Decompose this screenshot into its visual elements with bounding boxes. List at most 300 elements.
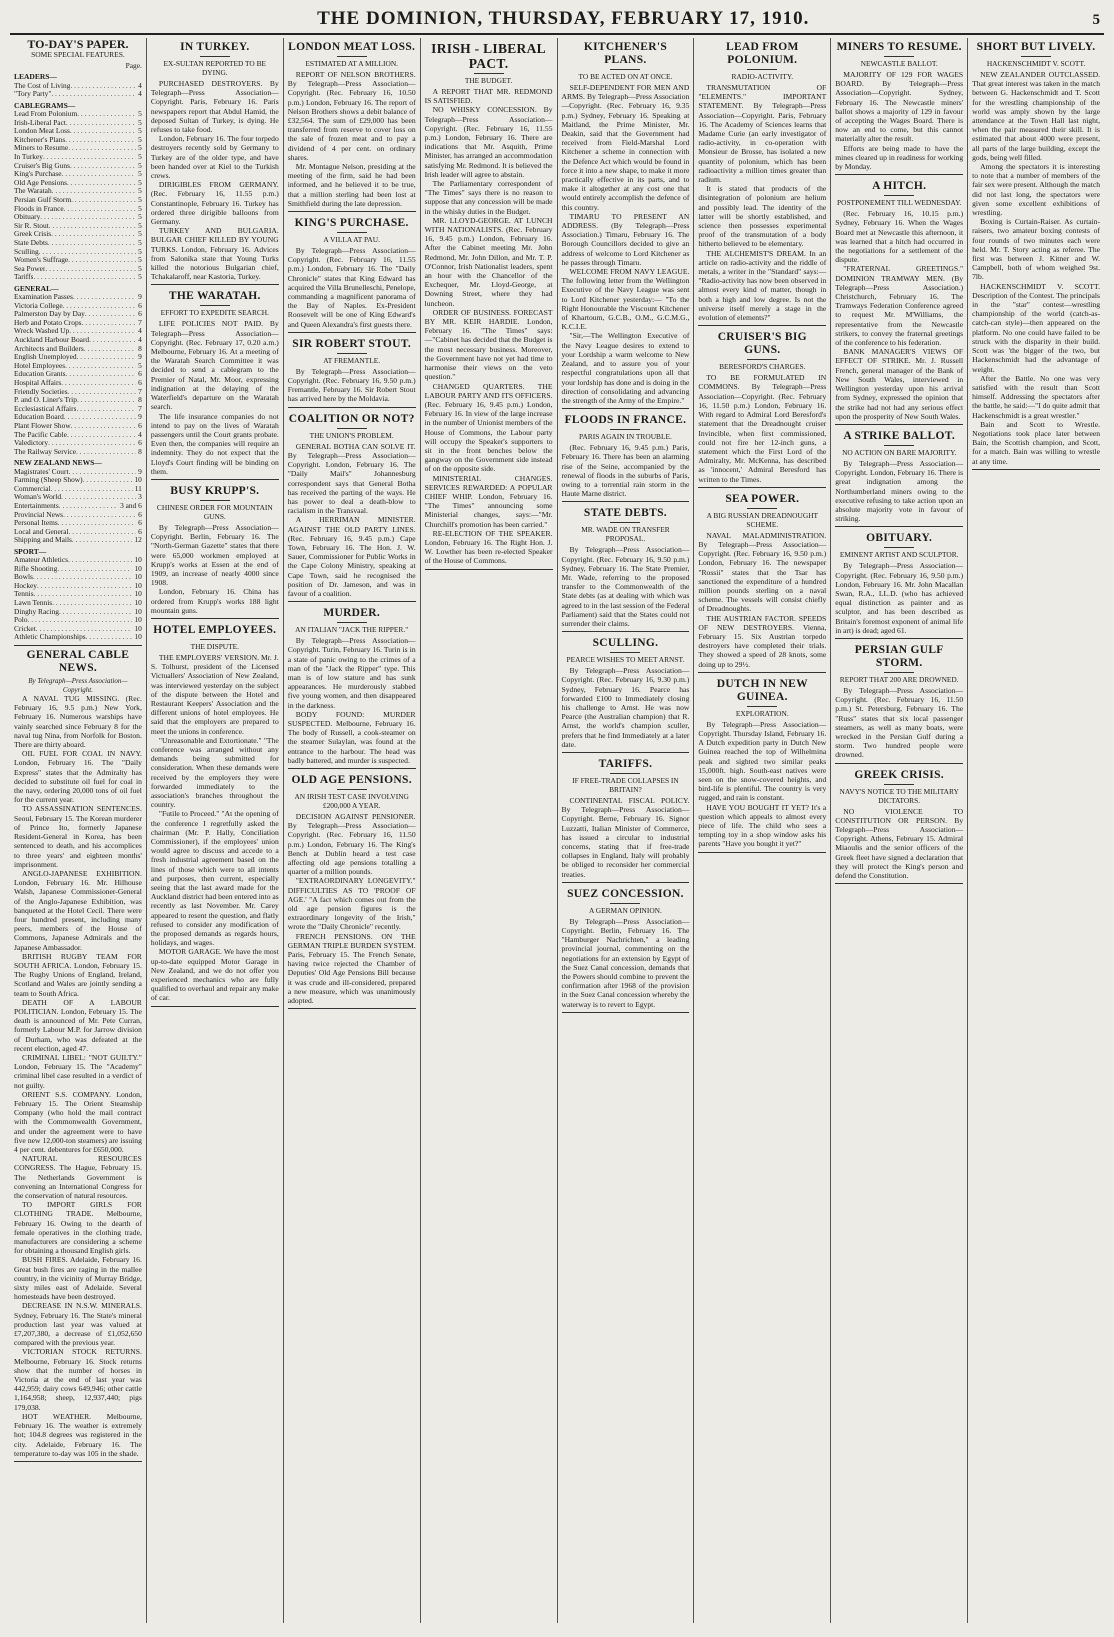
article (288, 41, 416, 212)
article (835, 532, 963, 639)
article-paragraph: BUSH FIRES. Adelaide, February 16. Great bush fires are raging in the mallee country, in the vicinity of Murray Bridge, sixty miles east of Adelaide. Several homesteads have been destroyed. (14, 1255, 142, 1302)
index-list (14, 72, 142, 642)
index-subtitle: SOME SPECIAL FEATURES. (31, 50, 125, 60)
index-row-dots (33, 273, 136, 282)
index-row (14, 187, 142, 196)
index-row (14, 265, 142, 274)
index-row-label: Irish-Liberal Pact (14, 118, 66, 127)
article-divider (14, 1461, 142, 1462)
index-row-dots (68, 144, 136, 153)
index-row-label: Wreck Washed Up (14, 327, 70, 336)
article-subheading: MR. WADE ON TRANSFER PROPOSAL. (581, 525, 670, 544)
index-row (14, 468, 142, 477)
article-paragraph: BANK MANAGER'S VIEWS OF EFFECT OF STRIKE. Mr. J. Russell French, general manager of the Bank of New South Wales, interviewed in Wellington yesterday upon his arrival from Sydney, expressed the opinion that the strike had not had any serious effect upon the prosperity of New South Wales. (835, 347, 964, 421)
index-row (14, 222, 142, 231)
article (151, 624, 279, 1007)
index-row-page: 10 (134, 615, 142, 625)
article-paragraph: OIL FUEL FOR COAL IN NAVY. London, February 16. The "Daily Express" states that the Admiralty has decided to substitute oil fuel for coal in the navy, ordering 20,000 tons of oil fuel for the current year. (14, 749, 142, 805)
article-paragraph: NEW ZEALANDER OUTCLASSED. That great interest was taken in the match between G. Hackenschmidt and T. Scott for the wrestling championship of the world was amply shown by the large attendance at the Town Hall last night, when the pair measured their skill. It is estimated that about 4000 were present, all parts of the large building, except the gods, being well filled. (972, 70, 1100, 162)
article-paragraph: A REPORT THAT MR. REDMOND IS SATISFIED. (424, 87, 553, 106)
index-row-label: State Debts (14, 238, 48, 247)
article-paragraph: After the Battle. No one was very satisfied with the result than Scott himself. Addressing the spectators after the battle, he said:—"I do quite admit that Hackenschmidt is a great wrestler." (972, 373, 1100, 420)
index-row-page: 4 (138, 335, 142, 345)
index-row-page: 10 (134, 632, 142, 642)
index-row-dots (61, 379, 136, 388)
index-row (14, 310, 142, 319)
index-row-page: 5 (138, 169, 142, 179)
index-row-label: Hockey (14, 581, 37, 590)
article-paragraph: By Telegraph—Press Association—Copyright. Berlin, February 16. The "Hamburger Nachrichten," a leading provincial journal, commenting on the negotiations for an extension by Egypt of the Suez Canal concession, demands that the Powers should combine to prevent the confirmation after 1968 of the provision in the Suez Canal concession whereby the waterway is to revert to Egypt. (561, 916, 690, 1009)
index-page-header: Page. (125, 61, 142, 71)
article-paragraph: REPORT OF NELSON BROTHERS. By Telegraph—Press Association—Copyright. (Rec. February 16, 10.50 p.m.) London, February 16. The report of Nelson Brothers shows a debit balance of £32,564. The sum of £29,000 has been transferred from reserve to cover loss on the sale of frozen meat and to pay a dividend of 4 per cent. on ordinary shares. (287, 70, 416, 162)
article-paragraph: The life insurance companies do not intend to pay on the lives of Waratah passengers until the Court grants probate. Even then, the companies will require an indemnity. They do not expect that the Lloyd's Court finding will be binding on them. (150, 411, 279, 476)
index-row-page: 10 (134, 623, 142, 633)
index-row (14, 633, 142, 642)
masthead (10, 6, 1104, 35)
index-row-label: Auckland Harbour Board (14, 336, 90, 345)
article-subheading: THE BUDGET. (464, 76, 513, 85)
index-row-page: 9 (138, 352, 142, 362)
index-row-page: 7 (138, 386, 142, 396)
index-row-page: 6 (138, 300, 142, 310)
index-row-dots (76, 405, 136, 414)
index-row (14, 573, 142, 582)
index-row-label: Entertainments (14, 501, 59, 510)
index-row-page: 5 (138, 263, 142, 273)
article-headline: MINERS TO RESUME. (836, 41, 962, 53)
article-headline: BUSY KRUPP'S. (170, 484, 260, 497)
index-row-dots (66, 370, 137, 379)
index-row-dots (48, 439, 136, 448)
index-row-dots (36, 625, 133, 634)
index-row-label: Ecclesiastical Affairs (14, 404, 77, 413)
article-paragraph: "FRATERNAL GREETINGS." DOMINION TRAMWAY MEN. (By Telegraph—Press Association.) Christchurch, February 16. The Tramways Federation Conference agreed to request Mr. M'Williams, the representative from the Newcastle strikers, to convey the fraternal greetings of the conference to his federation. (835, 264, 964, 348)
index-row-dots (67, 431, 136, 440)
index-row-dots (63, 511, 136, 520)
index-row-page: 7 (138, 403, 142, 413)
article (288, 217, 416, 333)
article-divider (835, 763, 963, 764)
article-subheading: NO ACTION ON BARE MAJORITY. (842, 447, 957, 457)
masthead-title: THE DOMINION, THURSDAY, FEBRUARY 17, 1910. (317, 8, 810, 29)
index-row-dots (69, 528, 137, 537)
article-paragraph: ANGLO-JAPANESE EXHIBITION. London, February 16. Mr. Hilhouse Walsh, Japanese Commissioner-General of the Anglo-Japanese Exhibition, was banqueted at the Hotel Cecil. There were four hundred present, including many peers, members of the House of Commons, Japanese Admirals and the Japanese Ambassador. (14, 868, 142, 952)
index-row-dots (48, 239, 136, 248)
article-subheading: A BIG RUSSIAN DREADNOUGHT SCHEME. (706, 510, 819, 529)
column-2 (146, 38, 283, 1623)
index-row (14, 362, 142, 371)
index-row (14, 213, 142, 222)
index-row (14, 239, 142, 248)
article-paragraph: It is stated that products of the disintegration of polonium are helium and possibly lead. The identity of the latter will be shortly established, and science then possesses experimental proof of the transmutation of a body hitherto believed to be elementary. (698, 184, 827, 249)
index-row-dots (39, 248, 137, 257)
index-row-page: 4 (138, 429, 142, 439)
article-paragraph: By Telegraph—Press Association—Copyright. Berlin, February 16. The "North-German Gazette" states that there were 65,000 workmen employed at Krupp's works at Essen at the end of 1909, an increase of nearly 4000 since 1908. (150, 522, 279, 588)
index-row-label: "Tory Party" (14, 90, 52, 99)
index-row-label: Architects and Builders (14, 344, 84, 353)
index-row (14, 448, 142, 457)
article (562, 758, 690, 883)
article (151, 41, 279, 285)
index-row-page: 4 (138, 89, 142, 99)
index-row-label: Hospital Affairs (14, 379, 62, 388)
article-divider (151, 284, 279, 285)
index-row-page: 11 (134, 483, 142, 493)
article-divider (562, 408, 690, 409)
headline-rule (610, 652, 640, 653)
index-row-label: English Unemployed (14, 353, 77, 362)
index-row-label: King's Purchase (14, 170, 62, 179)
index-row-label: Dinghy Racing (14, 607, 59, 616)
article-divider (835, 883, 963, 884)
article-paragraph: By Telegraph—Press Association—Copyright. London, February 16. There is great indignation among the Northumberland miners owing to the executive refusing to take action upon an absolute majority vote in favour of striking. (835, 458, 964, 524)
index-section-title: LEADERS— (14, 72, 57, 82)
index-row (14, 590, 142, 599)
article-headline: FLOODS IN FRANCE. (564, 414, 687, 427)
index-row (14, 119, 142, 128)
index-row-page: 5 (138, 143, 142, 153)
column-6 (693, 38, 830, 1623)
index-row (14, 476, 142, 485)
article (562, 414, 690, 502)
index-row-dots (59, 502, 118, 511)
article-headline: A STRIKE BALLOT. (843, 429, 955, 442)
index-row-page: 7 (138, 317, 142, 327)
index-row (14, 431, 142, 440)
index-row (14, 205, 142, 214)
index-row (14, 336, 142, 345)
index-row (14, 345, 142, 354)
article-headline: A HITCH. (872, 180, 927, 193)
index-row-page: 10 (134, 475, 142, 485)
index-row-label: Tennis (14, 590, 34, 599)
article-divider (835, 424, 963, 425)
index-row-page: 12 (134, 535, 142, 545)
index-row-label: Obituary (14, 213, 41, 222)
index-row (14, 370, 142, 379)
index-row-dots (52, 599, 132, 608)
article-paragraph: THE ALCHEMIST'S DREAM. In an article on radio-activity and the riddle of metals, a writer in the "Standard" says:— "Radio-activity has now been observed in almost every kind of matter, though in both a high and low degree. Is not the universe itself merely a stage in the evolution of elements?" (698, 248, 827, 323)
article-headline: PERSIAN GULF STORM. (854, 643, 944, 669)
headline-rule (747, 359, 777, 360)
index-row-page: 5 (138, 109, 142, 118)
index-section-title: CABLEGRAMS— (14, 100, 76, 110)
article-paragraph: By Telegraph—Press Association—Copyright. (Rec. February 16, 9.50 p.m.) Sydney, February 16. The State Premier, Mr. Wade, referring to the proposed transfer to the Commonwealth of the State debts (as at dealing with which was agreed to in the last session of the Federal Parliament) said that the States could not surrender their claims. (561, 545, 690, 628)
article-paragraph: DECREASE IN N.S.W. MINERALS. Sydney, February 16. The State's mineral production last year was valued at £7,207,380, a decrease of £1,052,650 compared with the previous year. (14, 1301, 142, 1348)
index-row-dots (86, 633, 133, 642)
index-row-page: 6 (138, 309, 142, 319)
article-paragraph: (Rec. February 16, 10.15 p.m.) Sydney, February 16. When the Wages Board met at Newcastle this afternoon, it was learned that a hitch had occurred in the negotiations for a settlement of the dispute. (835, 209, 964, 265)
article-headline: GREEK CRISIS. (854, 768, 944, 781)
article-paragraph: THE AUSTRIAN FACTOR. SPEEDS OF NEW DESTROYERS. Vienna, February 15. Six Austrian torpedo destroyers have completed their trials. They showed a speed of 28 knots, some doing up to 29½. (698, 613, 827, 669)
index-row-page: 5 (138, 117, 142, 127)
index-row-label: Floods in France (14, 204, 64, 213)
column-5 (557, 38, 694, 1623)
index-row-label: P. and O. Liner's Trip (14, 396, 77, 405)
index-row-dots (68, 256, 136, 265)
index-row-label: Bowls (14, 573, 33, 582)
article-headline: COALITION OR NOT? (288, 412, 415, 425)
article (151, 290, 279, 479)
index-row-page: 5 (138, 272, 142, 282)
index-row (14, 196, 142, 205)
index-row (14, 256, 142, 265)
headline-rule (200, 305, 230, 306)
article (151, 485, 279, 619)
article (288, 413, 416, 602)
article (698, 41, 826, 326)
index-row-label: Women's Suffrage (14, 256, 69, 265)
article (698, 493, 826, 673)
index-row-label: Kitchener's Plans (14, 135, 66, 144)
index-row-label: Friendly Societies (14, 387, 68, 396)
index-row-label: Rifle Shooting (14, 564, 58, 573)
index-row-label: Herb and Potato Crops (14, 318, 82, 327)
index-row (14, 519, 142, 528)
article-paragraph: DECISION AGAINST PENSIONER. By Telegraph—Press Association—Copyright. (Rec. February 16, 11.50 p.m.) London, February 16. The King's Bench at Dublin heard a test case affecting old age pensions totalling a quarter of a million pounds. (287, 811, 416, 877)
headline-rule (884, 195, 914, 196)
article (288, 774, 416, 1009)
article-paragraph: MAJORITY OF 129 FOR WAGES BOARD. By Telegraph—Press Association—Copyright. Sydney, February 16. The Newcastle miners' ballot shows a majority of 129 in favour of accepting the Wages Board. There is now an end to come, but this cannot materially alter the result. (835, 70, 964, 144)
index-row-page: 5 (138, 194, 142, 204)
index-row-label: Miners to Resume (14, 144, 69, 153)
index-row-page: 4 (138, 80, 142, 90)
index-row-dots (65, 136, 136, 145)
headline-rule (474, 73, 504, 74)
index-row-dots (59, 608, 133, 617)
index-row (14, 353, 142, 362)
index-row-dots (73, 293, 136, 302)
article-headline: KITCHENER'S PLANS. (583, 41, 668, 66)
index-row-dots (37, 582, 133, 591)
index-row-label: Lead From Polonium (14, 110, 78, 118)
headline-rule (337, 56, 367, 57)
article-headline: MURDER. (323, 607, 381, 620)
article-subheading: REPORT THAT 200 ARE DROWNED. (839, 674, 959, 684)
index-row-dots (51, 230, 136, 239)
article-divider (151, 479, 279, 480)
article-paragraph: By Telegraph—Press Association—Copyright. Thursday Island, February 16. A Dutch expedition party in Dutch New Guinea reached the top of Wilhelmina peak and sighted two similar peaks 15,000ft. high. South-east natives were seen on the snow-covered heights, and bird-life is plentiful. The country is very rugged, and rain is constant. (698, 719, 827, 803)
index-row-dots (68, 388, 137, 397)
article-subheading: NEWCASTLE BALLOT. (860, 59, 938, 68)
article-subheading: THE DISPUTE. (190, 641, 240, 651)
article-paragraph: A HERRIMAN MINISTER. AGAINST THE OLD PARTY LINES. (Rec. February 16, 9.45 p.m.) Cape Town, February 16. The Hon. J. W. Sauer, Commissioner for Public Works in the Cape Colony Ministry, speaking at Cape Town, said he recognised the position of Dr. Jameson, and was in favour of a coalition. (287, 515, 416, 598)
article-paragraph: CHANGED QUARTERS. THE LABOUR PARTY AND ITS OFFICERS. (Rec. February 16, 9.45 p.m.) London, February 16. In view of the large increase in the number of Unionist members of the House of Commons, the Labour party will occupy the Speaker's supporters to sit in the front benches below the gangway on the Government side instead of on the opposite side. (424, 381, 553, 474)
headline-rule (610, 903, 640, 904)
article (562, 41, 690, 409)
article-headline: SEA POWER. (725, 492, 800, 505)
index-row (14, 485, 142, 494)
index-row-dots (82, 319, 137, 328)
index-row-dots (67, 179, 136, 188)
article-divider (972, 469, 1100, 470)
index-row-page: 5 (138, 203, 142, 213)
article-divider (288, 332, 416, 333)
columns (10, 38, 1104, 1623)
article-paragraph: MOTOR GARAGE. We have the most up-to-date equipped Motor Garage in New Zealand, and we do not offer you experienced mechanics who are fully qualified to overhaul and repair any make of car. (150, 947, 279, 1003)
headline-rule (610, 429, 640, 430)
article-paragraph: PURCHASED DESTROYERS. By Telegraph—Press Association—Copyright. Paris, February 16. Paris newspapers report that Abdul Hamid, the deposed Sultan of Turkey, is dying. He refuses to take food. (150, 79, 279, 135)
index-row (14, 405, 142, 414)
index-row (14, 327, 142, 336)
index-row-dots (89, 336, 136, 345)
headline-rule (884, 672, 914, 673)
index-row-dots (64, 413, 136, 422)
index-row-page: 5 (138, 151, 142, 161)
article-headline: STATE DEBTS. (583, 507, 667, 520)
index-row-dots (58, 519, 136, 528)
index-row (14, 511, 142, 520)
index-row-dots (43, 153, 136, 162)
article-paragraph: NO VIOLENCE TO CONSTITUTION OR PERSON. By Telegraph—Press Association—Copyright. Athens, February 15. Admiral Miaoulis and the senior officers of the Greek fleet have signed a declaration that they will protect the King's person and defend the Constitution. (835, 806, 964, 880)
article-divider (698, 487, 826, 488)
index-row (14, 136, 142, 145)
index-row-page: 10 (134, 563, 142, 573)
article-headline: THE WARATAH. (168, 290, 261, 303)
article-subheading: EXPLORATION. (735, 708, 789, 718)
article-divider (698, 672, 826, 673)
article-headline: OBITUARY. (866, 532, 933, 545)
index-row (14, 179, 142, 188)
article-subheading: CHINESE ORDER FOR MOUNTAIN GUNS. (156, 502, 273, 521)
article-paragraph: TO IMPORT GIRLS FOR CLOTHING TRADE. Melbourne, February 16. Owing to the dearth of female operatives in the clothing trade, manufacturers are considering a scheme for obtaining a thousand English girls. (14, 1200, 142, 1256)
article-paragraph: Boxing is Curtain-Raiser. As curtain-raisers, two amateur boxing contests of four rounds of two minutes each were held. Mr. T. Story acting as referee. The first was between J. Kitner and W. Campbell, both of whom weighed 9st. 7lb. (972, 217, 1100, 282)
index-row-page: 9 (138, 466, 142, 476)
article-subheading: AN IRISH TEST CASE INVOLVING £200,000 A YEAR. (294, 791, 409, 810)
index-row (14, 556, 142, 565)
index-row-page: 10 (134, 555, 142, 565)
index-row-dots (45, 265, 136, 274)
headline-rule (884, 56, 914, 57)
index-row-dots (77, 396, 136, 405)
article-divider (562, 501, 690, 502)
index-row (14, 439, 142, 448)
headline-rule (747, 706, 777, 707)
article-subheading: HACKENSCHMIDT V. SCOTT. (986, 59, 1086, 68)
index-row (14, 388, 142, 397)
article-paragraph: CONTINENTAL FISCAL POLICY. By Telegraph—Press Association—Copyright. Berne, February 16. Signor Luzzatti, Italian Minister of Commerce, has issued a circular to industrial concerns, stating that if free-trade collapses in England, Italy will probably be obliged to reconsider her commercial treaties. (561, 795, 690, 879)
article-headline: GENERAL CABLE NEWS. (26, 649, 130, 675)
index-row-dots (51, 485, 133, 494)
index-row-label: Shipping and Mails (14, 536, 72, 545)
article-paragraph: THE EMPLOYERS' VERSION. Mr. J. S. Tolhurst, president of the Licensed Victuallers' Association of New Zealand, was interviewed yesterday on the subject of the dispute between the Hotel and Restaurant Keepers' Association and the different unions of hotel employees. He said that the employers are prepared to meet the unions in conference. (150, 652, 279, 736)
article-paragraph: SELF-DEPENDENT FOR MEN AND ARMS. By Telegraph—Press Association—Copyright. (Rec. February 16, 9.35 p.m.) Sydney, February 16. Speaking at Maitland, the Prime Minister, Mr. Deakin, said that the Government had received from Field-Marshal Lord Kitchener a scheme in connection with the Defence Act which would be found in force it into a new shape, to make it more practically effective in its parts, and to make it altogether at any cost one that would entirely accomplish the defence of this country. (561, 83, 690, 212)
index-row-label: The Waratah (14, 187, 52, 196)
article-headline: SCULLING. (592, 637, 659, 650)
article-headline: IN TURKEY. (180, 41, 250, 53)
headline-rule (337, 232, 367, 233)
article-paragraph: NAVAL MALADMINISTRATION. By Telegraph—Press Association—Copyright. (Rec. February 16, 9.50 p.m.) London, February 16. The newspaper "Rossii" states that the Tsar has sanctioned the expenditure of a hundred million pounds sterling on a naval scheme. The vessels will consist chiefly of Dreadnoughts. (698, 530, 827, 614)
article-divider (562, 752, 690, 753)
todays-paper-index (14, 40, 142, 642)
index-row-dots (69, 468, 137, 477)
index-title: TO-DAY'S PAPER. (27, 38, 129, 51)
index-row (14, 273, 142, 282)
index-row-label: Commercial (14, 484, 51, 493)
index-row (14, 293, 142, 302)
article-headline: KING'S PURCHASE. (294, 217, 409, 230)
article (835, 41, 963, 175)
index-row-label: Education Board (14, 413, 64, 422)
index-row-dots (34, 590, 133, 599)
article-subheading: RADIO-ACTIVITY. (731, 72, 794, 81)
article-paragraph: DIRIGIBLES FROM GERMANY. (Rec. February 16, 11.55 p.m.) Constantinople, February 16. Turkey has ordered three dirigible balloons from Germany. (150, 180, 279, 227)
index-section-title: SPORT— (14, 546, 47, 556)
article-divider (288, 407, 416, 408)
index-row-label: Palmerston Day by Day (14, 310, 85, 319)
column-4 (420, 38, 557, 1623)
headline-rule (747, 508, 777, 509)
article-divider (835, 174, 963, 175)
index-row-dots (77, 353, 137, 362)
index-row-page: 6 (138, 369, 142, 379)
index-row-label: Plant Flower Show (14, 421, 71, 430)
article-paragraph: Mr. Montague Nelson, presiding at the meeting of the firm, said he had been informed, and he believed it to be true, that a million sterling had been lost at Smithfield during the late depression. (287, 162, 416, 208)
article (562, 888, 690, 1013)
article-paragraph: London, February 16. China has ordered from Krupp's works 188 light mountain guns. (150, 587, 279, 615)
index-row (14, 144, 142, 153)
column-1-articles (14, 649, 142, 1462)
index-section-title: NEW ZEALAND NEWS— (14, 458, 102, 468)
index-row-dots (77, 110, 136, 119)
article-paragraph: TRANSMUTATION OF "ELEMENTS." IMPORTANT STATEMENT. By Telegraph—Press Association—Copyright. Paris, February 16. The Academy of Sciences learns that Madame Curie (an early investigator of radio-activity, in co-operation with Monsieur de Brosse, has isolated a new quantity of polonium, which has been radioactivity a million times greater than radium. (698, 83, 827, 185)
article-paragraph: By Telegraph—Press Association—Copyright. (Rec. February 16, 11.55 p.m.) London, February 16. The "Daily Chronicle" states that King Edward has acquired the Villa Brunelleschi, Penelope, commanding a magnificent panorama of the Bay of Naples. Ex-President Roosevelt will be one of King Edward's and Queen Alexandra's first guests there. (287, 246, 416, 329)
article-subheading: A VILLA AT PAU. (323, 235, 380, 245)
index-row-page: 5 (138, 220, 142, 230)
index-row-page: 5 (138, 134, 142, 144)
headline-rule (337, 622, 367, 623)
index-row-label: Magistrates' Court (14, 467, 69, 476)
article-paragraph: The Parliamentary correspondent of "The Times" says there is no reason to suppose that any concession will be made in the whisky duties in the Budget. (424, 179, 553, 216)
index-row (14, 230, 142, 239)
index-row-dots (85, 310, 136, 319)
headline-rule (884, 784, 914, 785)
index-row-page: 4 (138, 326, 142, 336)
index-row-page: 5 (138, 126, 142, 136)
article (835, 644, 963, 764)
article (288, 607, 416, 769)
headline-rule (200, 500, 230, 501)
article-headline: LONDON MEAT LOSS. (288, 41, 416, 53)
article-paragraph: Bain and Scott to Wrestle. Negotiations took place later between Bain, the Scottish champion, and Scott, for a match. Bain was willing to wrestle at any time. (972, 419, 1100, 466)
headline-rule (884, 547, 914, 548)
index-row-page: 6 (138, 518, 142, 528)
index-row (14, 153, 142, 162)
index-section-title: GENERAL— (14, 283, 59, 293)
article (425, 41, 553, 570)
article-subheading: AT FREMANTLE. (323, 355, 381, 365)
article-paragraph: NO WHISKY CONCESSION. By Telegraph—Press Association—Copyright. (Rec. February 16, 11.55 p.m.) London, February 16. There are indications that Mr. Asquith, Prime Minister, has arranged an accommodation satisfying Mr. Redmond. It is believed the Irish leader will agree to abstain. (424, 105, 553, 179)
index-row-dots (70, 127, 136, 136)
index-row-label: London Meat Loss (14, 127, 70, 136)
headline-rule (337, 428, 367, 429)
index-row (14, 502, 142, 511)
index-row (14, 396, 142, 405)
article-divider (562, 1012, 690, 1013)
index-row (14, 170, 142, 179)
index-row (14, 248, 142, 257)
article-subheading: A GERMAN OPINION. (588, 905, 662, 915)
article-paragraph: BRITISH RUGBY TEAM FOR SOUTH AFRICA. London, February 15. The Rugby Unions of England, Ireland, Scotland and Wales are jointly sending a team to South Africa. (14, 951, 142, 998)
headline-rule (884, 445, 914, 446)
article-paragraph: MR. LLOYD-GEORGE. AT LUNCH WITH NATIONALISTS. (Rec. February 16, 9.45 p.m.) London, February 16. After the Cabinet meeting Mr. John Redmond, Mr. John Dillon, and Mr. T. P. O'Connor, Irish Nationalist leaders, spent an hour with the Chancellor of the Exchequer, Mr. Lloyd-George, at Downing Street, where they had luncheon. (424, 215, 553, 308)
article-subheading: AN ITALIAN "JACK THE RIPPER." (295, 625, 409, 635)
index-row (14, 379, 142, 388)
article (562, 637, 690, 753)
column-1 (10, 38, 146, 1623)
index-row-dots (72, 536, 133, 545)
page-number: 5 (1092, 12, 1100, 28)
